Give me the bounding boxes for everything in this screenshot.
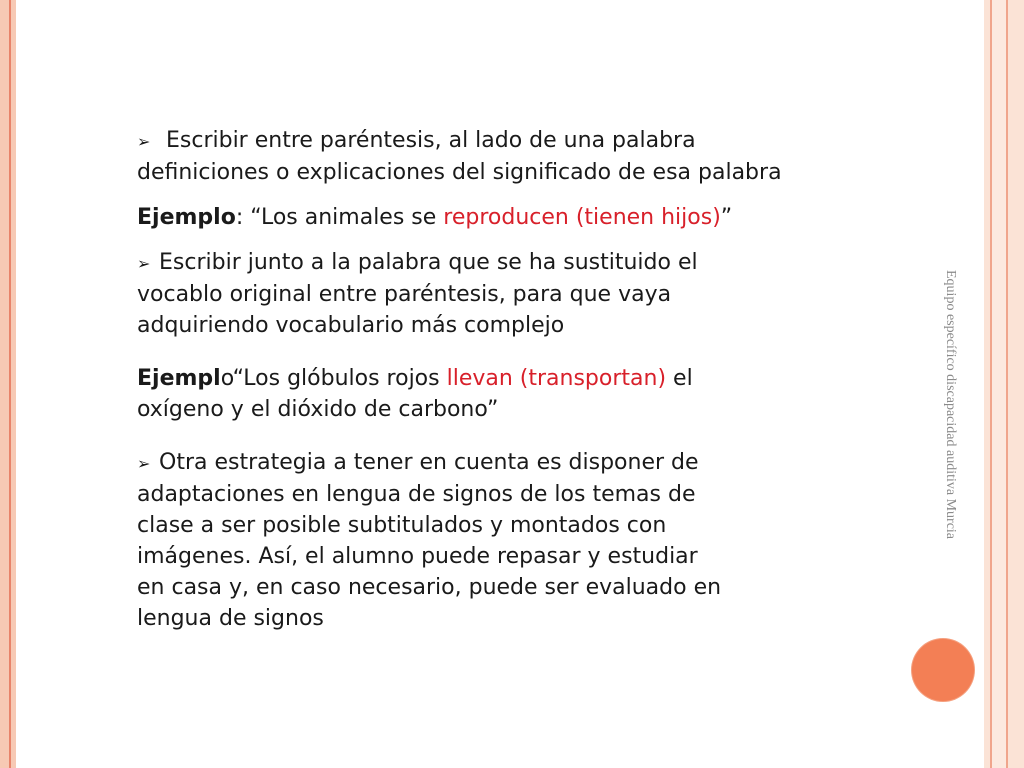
example-1-label: Ejemplo xyxy=(137,205,236,230)
example-1 xyxy=(137,202,837,233)
side-caption: Equipo específico discapacidad auditiva Murcia xyxy=(943,270,958,540)
example-2-suffix: el xyxy=(666,366,693,391)
bullet-item-1 xyxy=(137,125,837,188)
example-2 xyxy=(137,363,837,425)
bullet-item-3-line1: Otra estrategia a tener en cuenta es disponer de xyxy=(159,450,699,475)
decorative-circle xyxy=(912,639,974,701)
example-2-line2: oxígeno y el dióxido de carbono” xyxy=(137,397,499,422)
bullet-item-2-line2: vocablo original entre paréntesis, para que vaya xyxy=(137,282,672,307)
bullet-item-2-line1: Escribir junto a la palabra que se ha sustituido el xyxy=(159,250,698,275)
arrow-bullet-icon: ➢ xyxy=(137,454,151,473)
arrow-bullet-icon: ➢ xyxy=(137,132,151,151)
example-2-prefix: “Los glóbulos rojos xyxy=(232,366,447,391)
bullet-item-1-line1: Escribir entre paréntesis, al lado de una palabra xyxy=(159,128,696,153)
slide-content xyxy=(137,125,837,634)
example-2-highlight: llevan (transportan) xyxy=(446,366,667,391)
bullet-item-3-line5: en casa y, en caso necesario, puede ser evaluado en xyxy=(137,575,722,600)
example-2-label-end: o xyxy=(220,366,233,391)
bullet-item-3-line6: lengua de signos xyxy=(137,606,324,631)
example-1-prefix: : “Los animales se xyxy=(235,205,444,230)
bullet-item-3-line3: clase a ser posible subtitulados y montados con xyxy=(137,513,667,538)
bullet-item-1-line2: definiciones o explicaciones del significado de esa palabra xyxy=(137,160,782,185)
left-border xyxy=(0,0,16,768)
example-1-highlight: reproducen (tienen hijos) xyxy=(443,205,721,230)
example-1-suffix: ” xyxy=(720,205,733,230)
bullet-item-3-line4: imágenes. Así, el alumno puede repasar y estudiar xyxy=(137,544,698,569)
bullet-item-3 xyxy=(137,447,837,634)
arrow-bullet-icon: ➢ xyxy=(137,254,151,273)
right-border xyxy=(984,0,1024,768)
example-2-label: Ejempl xyxy=(137,366,221,391)
bullet-item-3-line2: adaptaciones en lengua de signos de los temas de xyxy=(137,482,696,507)
bullet-item-2-line3: adquiriendo vocabulario más complejo xyxy=(137,313,565,338)
bullet-item-2 xyxy=(137,247,837,341)
